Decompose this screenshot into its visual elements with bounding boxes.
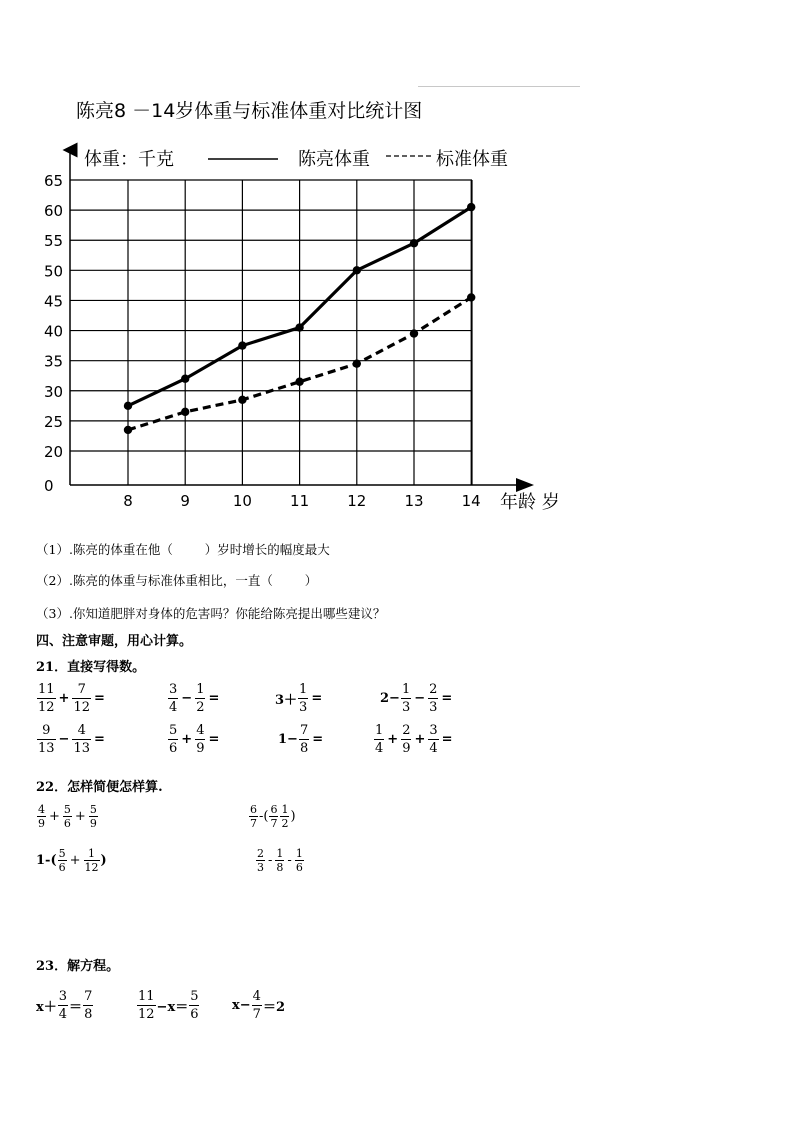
y-axis-label: 体重：千克 [84, 149, 174, 170]
y-tick-label: 30 [44, 382, 64, 401]
x-tick-label: 14 [461, 492, 481, 510]
x-tick-label: 13 [404, 492, 424, 510]
problem-22-title: 22．怎样简便怎样算. [36, 780, 163, 795]
question-2: （2）.陈亮的体重与标准体重相比，一直（ ） [36, 573, 318, 588]
x-tick-label: 11 [290, 492, 310, 510]
x-axis-label: 年龄 岁 [500, 492, 560, 513]
question-3: （3）.你知道肥胖对身体的危害吗？你能给陈亮提出哪些建议？ [36, 606, 386, 621]
x-tick-label: 8 [123, 492, 133, 510]
y-tick-label: 35 [44, 352, 64, 371]
chart-legend [84, 149, 508, 170]
x-tick-label: 12 [347, 492, 367, 510]
p21-expr-8: $\frac{1}{4}$ + $\frac{2}{9}$ + $\frac{3}{4}$ = [375, 723, 453, 756]
p22-expr-1: $\frac{4}{9}$ + $\frac{5}{6}$ + $\frac{5}{9}$ [38, 803, 97, 830]
p21-expr-4: 2− $\frac{1}{3}$ − $\frac{2}{3}$ = [380, 682, 453, 715]
data-point-chenliang [181, 375, 189, 383]
x-tick-label: 9 [180, 492, 190, 510]
x-tick-labels [123, 492, 481, 510]
p22-expr-3: 1-( $\frac{5}{6}$ + $\frac{1}{12}$ ) [36, 847, 107, 874]
p23-equation-1: x＋ $\frac{3}{4}$ ＝ $\frac{7}{8}$ [36, 989, 93, 1022]
p21-expr-5: $\frac{9}{13}$ − $\frac{4}{13}$ = [38, 723, 105, 756]
data-point-chenliang [410, 239, 418, 247]
y-tick-label: 45 [44, 292, 64, 311]
p21-expr-6: $\frac{5}{6}$ + $\frac{4}{9}$ = [169, 723, 220, 756]
data-point-chenliang [238, 341, 246, 349]
p23-equation-2: $\frac{11}{12}$ −x＝ $\frac{5}{6}$ [138, 989, 199, 1022]
y-tick-label: 0 [44, 477, 54, 495]
y-tick-label: 20 [44, 443, 64, 461]
legend-label-standard: 标准体重 [436, 149, 508, 170]
data-point-standard [181, 408, 189, 416]
section-4-heading: 四、注意审题，用心计算。 [36, 634, 193, 649]
p22-expr-4: $\frac{2}{3}$ - $\frac{1}{8}$ - $\frac{1}{6}$ [257, 847, 303, 874]
p21-expr-3: 3＋ $\frac{1}{3}$ = [275, 682, 323, 715]
y-tick-label: 25 [44, 412, 64, 431]
p21-expr-7: 1− $\frac{7}{8}$ = [278, 723, 324, 756]
data-point-standard [295, 378, 303, 386]
data-point-standard [410, 329, 418, 337]
data-point-standard [353, 359, 361, 367]
p23-equation-3: x− $\frac{4}{7}$ ＝2 [232, 989, 285, 1022]
x-tick-label: 10 [232, 492, 252, 510]
y-tick-labels [44, 172, 63, 495]
y-tick-label: 65 [44, 172, 64, 190]
data-point-standard [467, 293, 475, 301]
data-point-standard [238, 396, 246, 404]
chart-title: 陈亮8 －14岁体重与标准体重对比统计图 [76, 100, 423, 122]
data-point-chenliang [467, 203, 475, 211]
problem-23-title: 23．解方程。 [36, 959, 120, 974]
data-point-chenliang [295, 323, 303, 331]
p21-expr-1: $\frac{11}{12}$ + $\frac{7}{12}$ = [38, 682, 105, 715]
data-point-standard [124, 426, 132, 434]
p22-expr-2: $\frac{6}{7}$ -( $\frac{6}{7}$ $\frac{1}{2}$ ) [250, 803, 296, 830]
legend-label-chenliang: 陈亮体重 [298, 149, 370, 170]
problem-21-title: 21．直接写得数。 [36, 660, 146, 675]
y-tick-label: 40 [44, 322, 64, 341]
data-point-chenliang [124, 402, 132, 410]
y-tick-label: 50 [44, 262, 64, 281]
question-1: （1）.陈亮的体重在他（ ）岁时增长的幅度最大 [36, 542, 330, 557]
y-tick-label: 55 [44, 232, 64, 251]
y-tick-label: 60 [44, 202, 64, 221]
x-axis-arrow [516, 478, 534, 492]
p21-expr-2: $\frac{3}{4}$ − $\frac{1}{2}$ = [169, 682, 220, 715]
weight-line-chart [0, 0, 794, 530]
data-point-chenliang [353, 266, 361, 274]
chart-axes [70, 150, 560, 513]
